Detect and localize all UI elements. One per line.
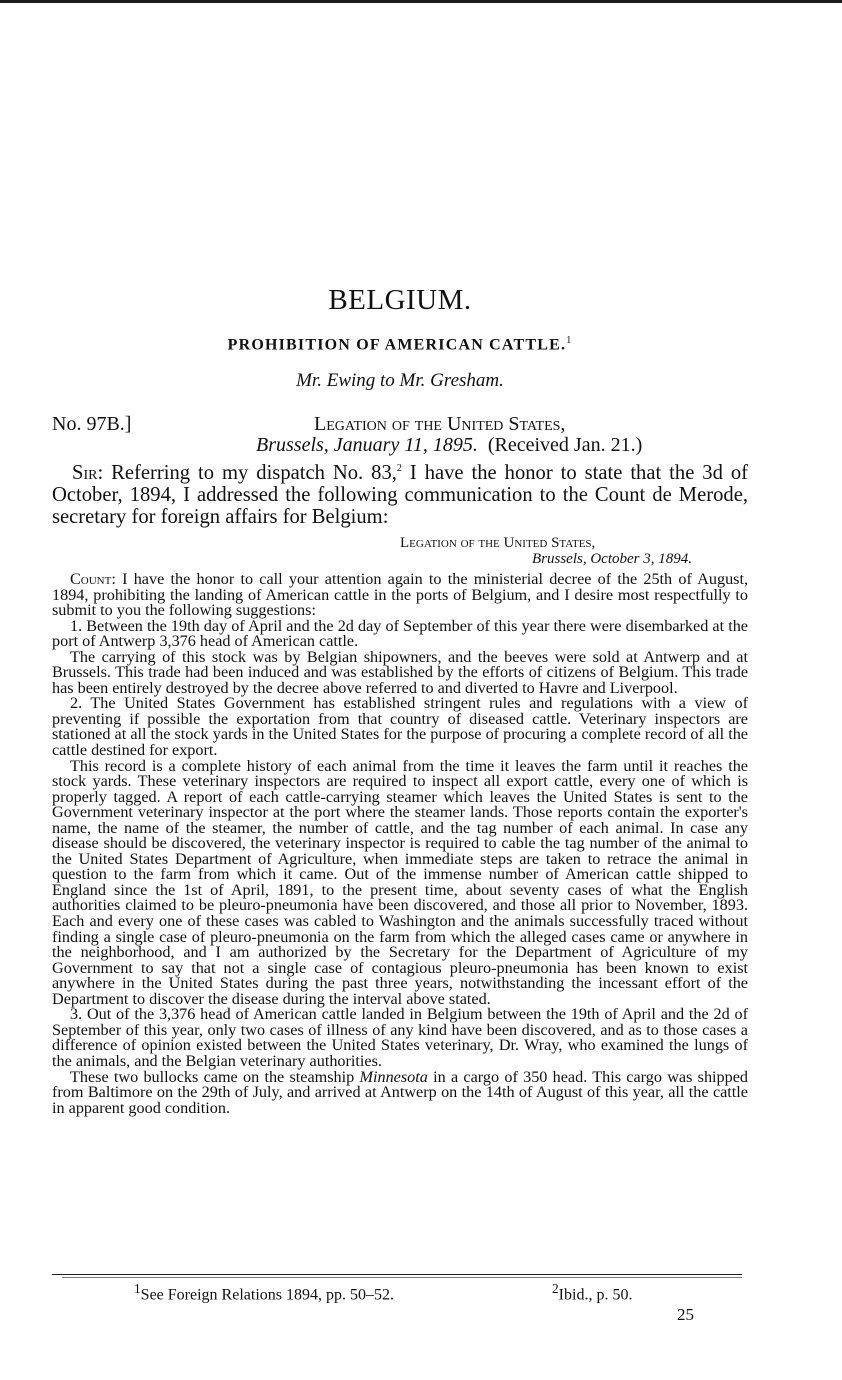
footnote-ref-1[interactable]: 1	[566, 335, 573, 346]
paragraph-7-text-b: in a cargo of 350 head. This cargo was shipped from Baltimore on the 29th of July, and arrived at Antwerp on the 14th of August of this year, all the cattle in apparent good condition.	[52, 1067, 748, 1117]
enclosure-paragraph-1-text: I have the honor to call your attention again to the ministerial decree of the 25th of August, 1894, prohibiting the landing of American cattle in the ports of Belgium, and I desire most respectfully to submit to you the following suggestions:	[52, 570, 749, 620]
top-page-rule	[0, 0, 842, 3]
received-date: (Received Jan. 21.)	[487, 434, 643, 456]
place-date-text: Brussels, January 11, 1895.	[256, 434, 478, 456]
enclosure-paragraph-6: 3. Out of the 3,376 head of American cattle landed in Belgium between the 19th of April and the 2d of September of this year, only two cases of illness of any kind have been discovered, and as to those cases a difference of opinion existed between the United States veterinary, Dr. Wray, who examined the lungs of the animals, and the Belgian veterinary authorities.	[52, 1005, 748, 1070]
enclosure-paragraph-1	[52, 572, 748, 619]
footnote-2-mark: 2	[552, 1281, 559, 1296]
footnote-2-text: Ibid., p. 50.	[558, 1286, 633, 1304]
enclosure-legation-heading: Legation of the United States,	[400, 535, 596, 551]
letter-opening	[52, 458, 748, 528]
enclosure-paragraph-3: The carrying of this stock was by Belgian shipowners, and the beeves were sold at Antwerp and at Brussels. This trade had been induced and was established by the efforts of citizens of Belgium. This trade has been entirely destroyed by the decree above referred to and diverted to Havre and Liverpool.	[52, 647, 748, 697]
enclosure-paragraph-2: 1. Between the 19th day of April and the 2d day of September of this year there were disembarked at the port of Antwerp 3,376 head of American cattle.	[52, 616, 748, 651]
page-number: 25	[677, 1305, 694, 1324]
footnote-divider	[52, 1274, 742, 1275]
footnote-1-mark: 1	[134, 1281, 141, 1296]
footnote-1	[134, 1281, 394, 1304]
dispatch-number: No. 97B.]	[52, 413, 132, 435]
dispatch-place-date	[256, 434, 642, 457]
opening-text-b: I have the honor to state that the 3d of October, 1894, I addressed the following communication to the Count de Merode, secretary for foreign affairs for Belgium:	[52, 461, 749, 528]
enclosure-paragraph-4: 2. The United States Government has established stringent rules and regulations with a view of preventing if possible the exportation from that country of diseased cattle. Veterinary inspectors are stationed at all the stock yards in the United States for the purpose of procuring a complete record of all the cattle destined for export.	[52, 694, 748, 760]
ship-name: Minnesota	[359, 1067, 428, 1086]
enclosure-salutation: Count:	[70, 570, 116, 588]
paragraph-7-text-a: These two bullocks came on the steamship	[70, 1067, 360, 1086]
enclosure-paragraph-7	[52, 1067, 748, 1117]
section-subtitle	[52, 335, 748, 354]
subtitle-text: PROHIBITION OF AMERICAN CATTLE.	[227, 336, 567, 354]
footnote-2	[552, 1281, 632, 1304]
enclosure-body	[52, 572, 748, 1116]
enclosure-place-date: Brussels, October 3, 1894.	[532, 551, 692, 567]
footnote-divider-secondary	[62, 1277, 742, 1278]
salutation: Sir:	[72, 461, 104, 484]
footnote-ref-2[interactable]: 2	[396, 463, 402, 474]
correspondence-heading: Mr. Ewing to Mr. Gresham.	[296, 370, 504, 391]
footnote-1-text: See Foreign Relations 1894, pp. 50–52.	[140, 1286, 394, 1304]
opening-paragraph	[52, 458, 748, 528]
enclosure-paragraph-5: This record is a complete history of each animal from the time it leaves the farm until it reaches the stock yards. These veterinary inspectors are required to inspect all export cattle, every one of which is properly tagged. A report of each cattle-carrying steamer which leaves the United States is sent to the Government veterinary inspector at the port where the steamer lands. Those reports contain the exporter's name, the name of the steamer, the number of cattle, and the tag number of each animal. In case any disease should be discovered, the veterinary inspector is required to cable the tag number of the animal to the United States Department of Agriculture, when immediate steps are taken to retrace the animal in question to the farm from which it came. Out of the immense number of American cattle shipped to England since the 1st of April, 1891, to the present time, about seventy cases of what the English authorities claimed to be pleuro-pneumonia have been discovered, and those all prior to November, 1893. Each and every one of these cases was cabled to Washington and the animals successfully traced without finding a single case of pleuro-pneumonia on the farm from which the alleged cases came or anywhere in the neighborhood, and I am authorized by the Secretary for the Department of Agriculture of my Government to say that not a single case of contagious pleuro-pneumonia has been known to exist anywhere in the United States during the past three years, notwithstanding the incessant effort of the Department to discover the disease during the interval above stated.	[52, 756, 748, 1008]
page-title: BELGIUM.	[328, 284, 472, 316]
legation-heading: Legation of the United States,	[314, 413, 566, 435]
opening-text-a: Referring to my dispatch No. 83,	[111, 461, 397, 484]
